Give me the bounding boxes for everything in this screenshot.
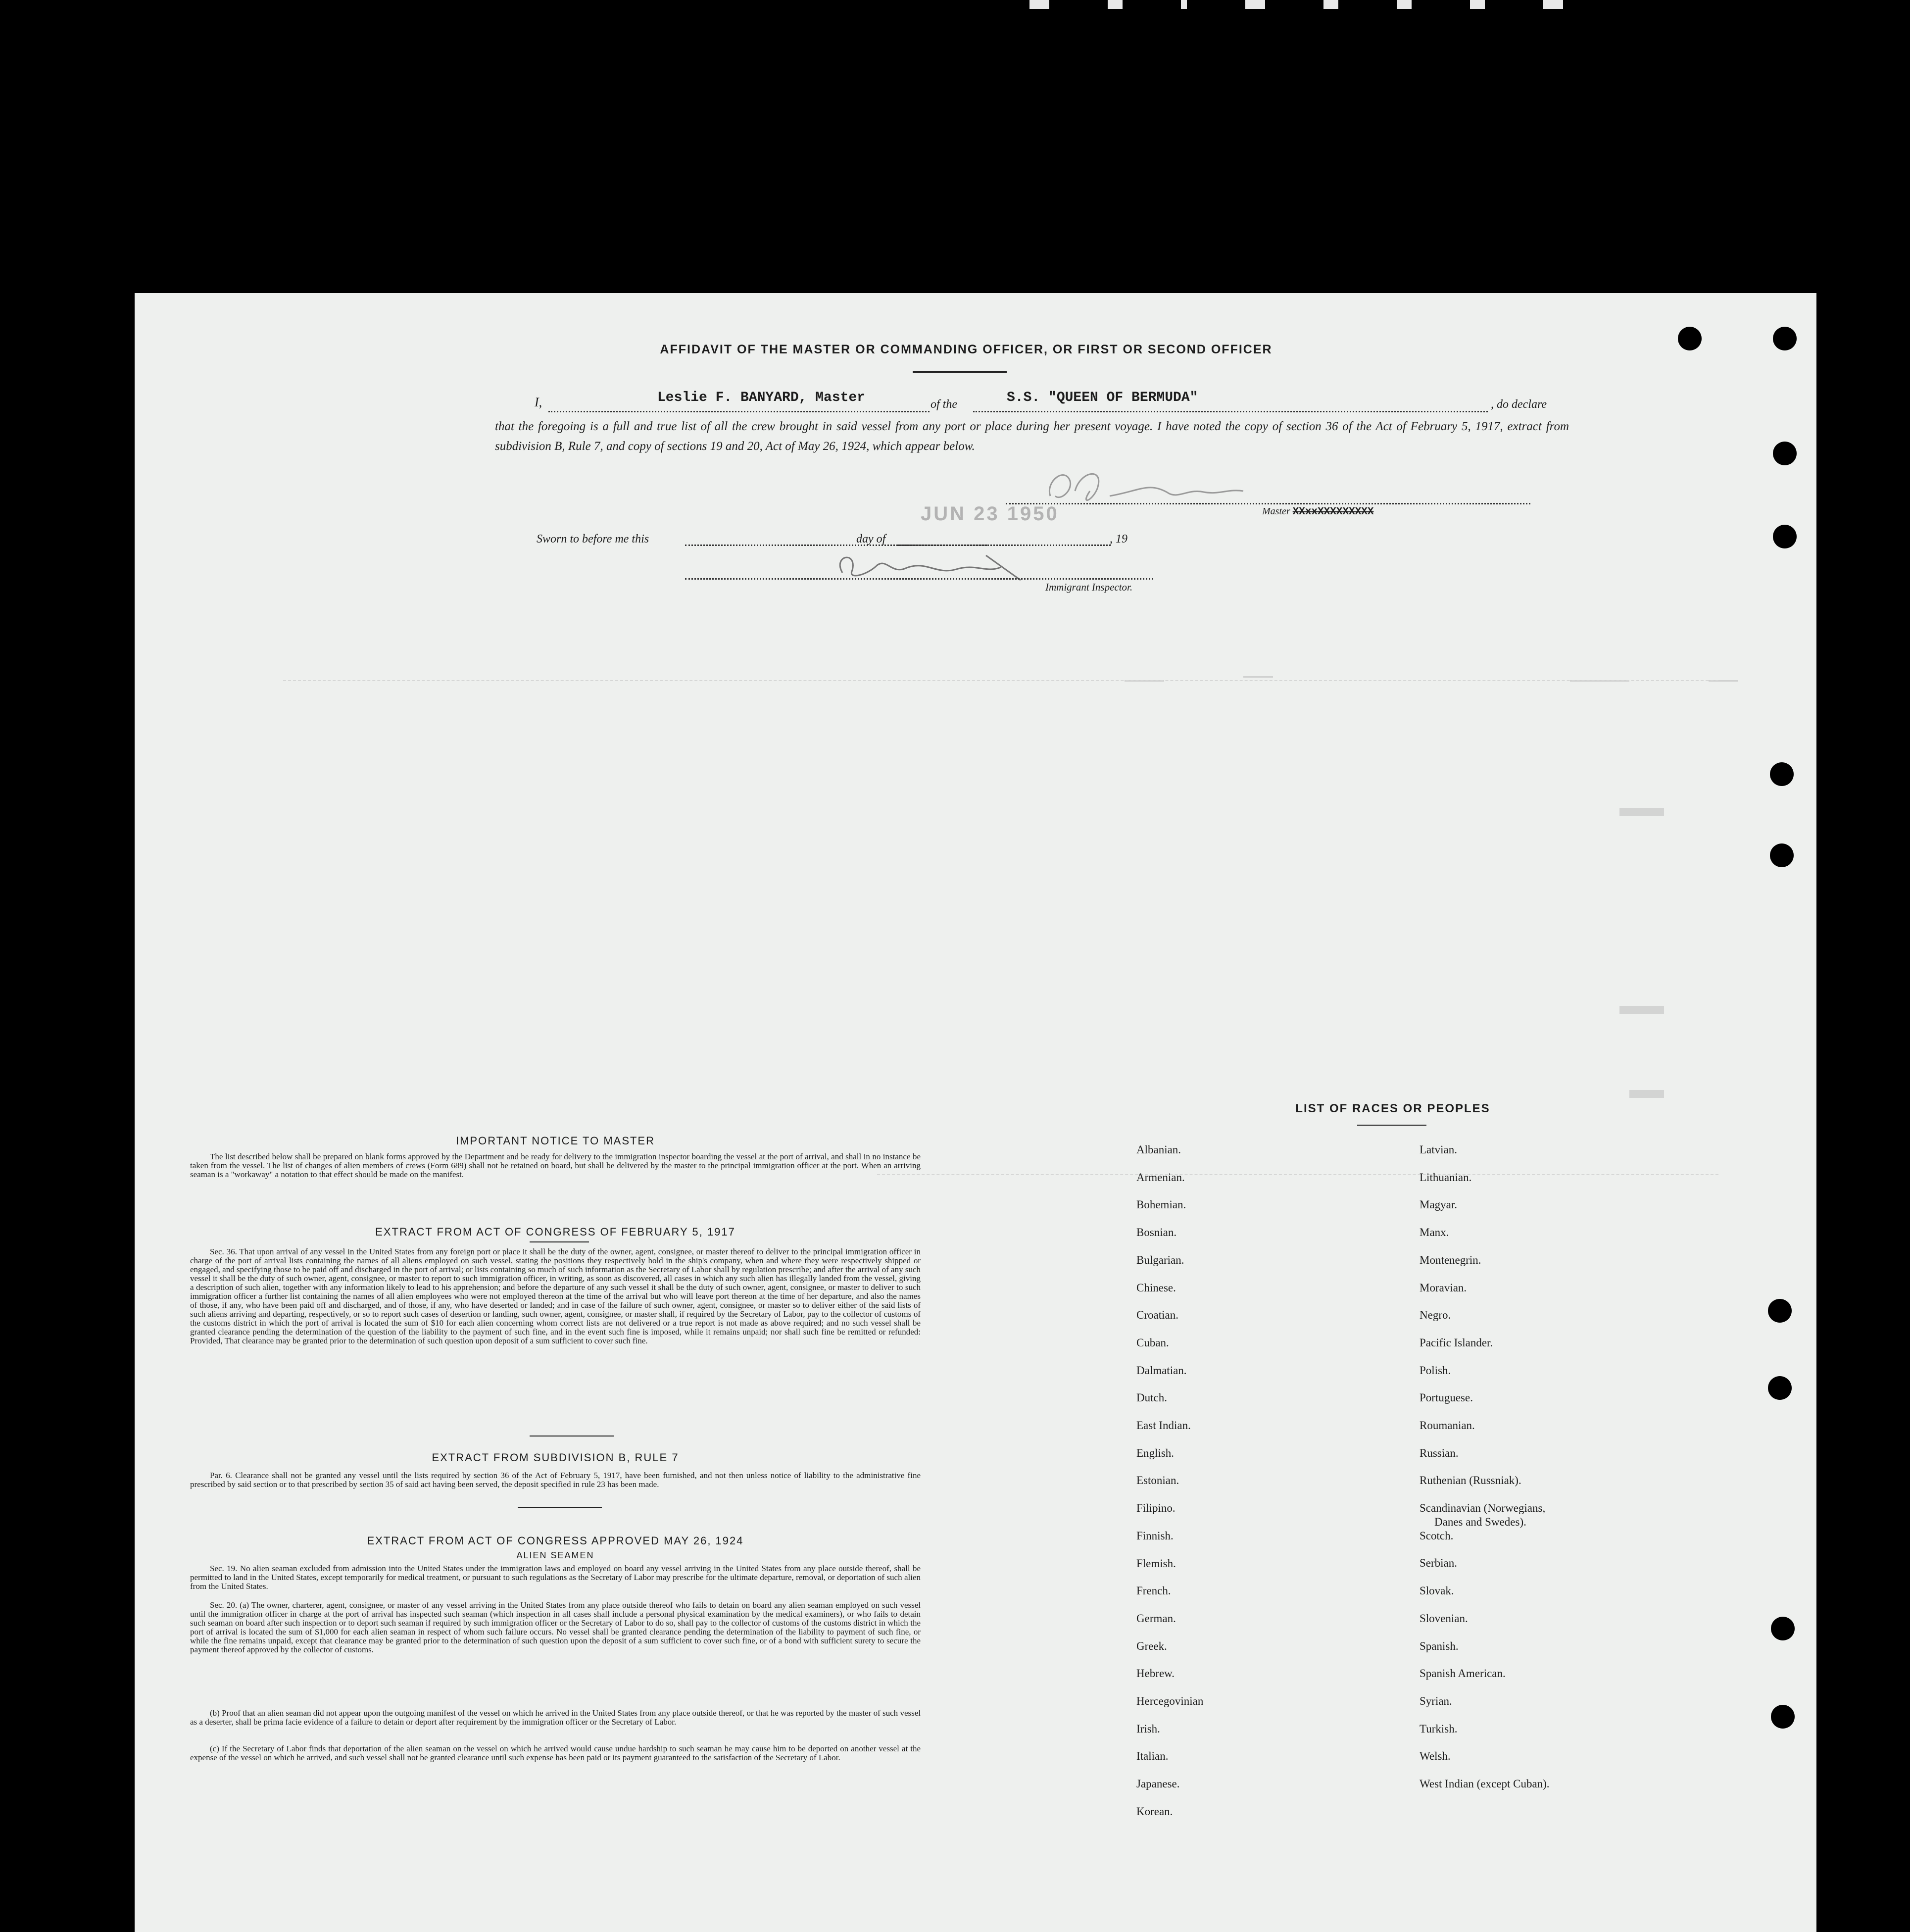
- race-item: Latvian.: [1420, 1143, 1457, 1156]
- punch-hole: [1773, 327, 1797, 350]
- master-label-text: Master: [1262, 506, 1290, 517]
- top-edge-marks: [1029, 0, 1901, 9]
- race-item: Hebrew.: [1136, 1667, 1175, 1680]
- race-item: Welsh.: [1420, 1750, 1451, 1762]
- race-item: Montenegrin.: [1420, 1254, 1481, 1266]
- race-item: Russian.: [1420, 1447, 1459, 1459]
- race-item: Spanish American.: [1420, 1667, 1506, 1680]
- race-item: Bulgarian.: [1136, 1254, 1184, 1266]
- notice-text: The list described below shall be prepared on blank forms approved by the Department and be ready for delivery to the immigration inspector boarding the vessel at the port of arrival, and shall in no instance be taken from the vessel. The list of changes of alien members of crews (Form 689) shall not be retained on board, but shall be delivered by the master to the principal immigration officer at the port. When an arriving seaman is a "workaway" a notation to that effect should be made on the manifest.: [190, 1152, 921, 1179]
- rule7-text: Par. 6. Clearance shall not be granted any vessel until the lists required by section 36 of the Act of February 5, 1917, have been furnished, and not then unless notice of liability to the administrative fine prescribed by said section or to that prescribed by section 35 of said act having been served, the deposit specified in rule 23 has been made.: [190, 1471, 921, 1489]
- punch-hole: [1771, 1705, 1795, 1729]
- race-item: Roumanian.: [1420, 1419, 1475, 1432]
- race-item: Armenian.: [1136, 1171, 1185, 1184]
- race-item: Bohemian.: [1136, 1198, 1186, 1211]
- punch-hole: [1768, 1299, 1792, 1323]
- race-item: West Indian (except Cuban).: [1420, 1778, 1550, 1790]
- race-item: Pacific Islander.: [1420, 1337, 1493, 1349]
- race-item: Estonian.: [1136, 1474, 1179, 1486]
- do-declare-label: , do declare: [1491, 398, 1547, 411]
- of-the-label: of the: [931, 398, 957, 411]
- master-name: Leslie F. BANYARD, Master: [657, 390, 866, 405]
- race-item: Albanian.: [1136, 1143, 1181, 1156]
- race-item: Syrian.: [1420, 1695, 1452, 1707]
- notice-title: IMPORTANT NOTICE TO MASTER: [455, 1135, 655, 1147]
- race-item: Negro.: [1420, 1309, 1451, 1321]
- master-struck-text: XXxxXXXXXXXXX: [1292, 506, 1374, 518]
- race-item: Flemish.: [1136, 1557, 1176, 1570]
- race-item: Manx.: [1420, 1226, 1449, 1238]
- race-item: Slovenian.: [1420, 1612, 1468, 1625]
- race-item: Greek.: [1136, 1640, 1167, 1652]
- year-label: , 19: [1110, 533, 1127, 545]
- race-item: Turkish.: [1420, 1723, 1458, 1735]
- sec20-text: Sec. 20. (a) The owner, charterer, agent, consignee, or master of any vessel arriving in the United States from any place outside thereof who fails to detain on board any alien seaman employed on such vessel until the immigration officer in charge at the port of arrival has inspected such seaman (which inspection in all cases shall include a personal physical examination by the medical examiners), or who fails to detain such seaman on board after such inspection or to deport such seaman if required by such immigration officer or the Secretary of Labor to do so, shall pay to the collector of customs of the customs district in which the port of arrival is located the sum of $1,000 for each alien seaman in respect of whom such failure occurs. No vessel shall be granted clearance pending the determination of the liability to payment of such fine, or while the fine remains unpaid, except that clearance may be granted prior to the determination of such question upon the deposit of a sum sufficient to cover such fine, or of a bond with sufficient surety to secure the payment thereof approved by the collector of customs.: [190, 1600, 921, 1654]
- race-item: Dalmatian.: [1136, 1364, 1187, 1377]
- punch-hole: [1768, 1376, 1792, 1400]
- race-item: Bosnian.: [1136, 1226, 1177, 1238]
- vessel-line: [973, 411, 1488, 412]
- race-item: Chinese.: [1136, 1282, 1176, 1294]
- race-item: Japanese.: [1136, 1778, 1180, 1790]
- race-item: Scotch.: [1420, 1530, 1454, 1542]
- affidavit-page: [135, 293, 1816, 1932]
- extract-1917-title: EXTRACT FROM ACT OF CONGRESS OF FEBRUARY 5, 1917: [375, 1226, 735, 1238]
- race-item: German.: [1136, 1612, 1176, 1625]
- date-stamp: JUN 23 1950: [921, 503, 1059, 525]
- race-item: French.: [1136, 1585, 1171, 1597]
- race-item: Moravian.: [1420, 1282, 1467, 1294]
- races-title: LIST OF RACES OR PEOPLES: [1295, 1102, 1490, 1115]
- sec19-text: Sec. 19. No alien seaman excluded from admission into the United States under the immigration laws and employed on board any vessel arriving in the United States from any place outside thereof, shall be permitted to land in the United States, except temporarily for medical treatment, or pursuant to such regulations as the Secretary of Labor may prescribe for the ultimate departure, removal, or deportation of such alien from the United States.: [190, 1564, 921, 1591]
- punch-hole: [1770, 843, 1794, 867]
- race-item: Hercegovinian: [1136, 1695, 1204, 1707]
- race-item: Serbian.: [1420, 1557, 1458, 1569]
- race-item: Irish.: [1136, 1723, 1160, 1735]
- rule7-title: EXTRACT FROM SUBDIVISION B, RULE 7: [432, 1451, 679, 1464]
- race-item: Polish.: [1420, 1364, 1451, 1377]
- punch-hole: [1770, 762, 1794, 786]
- race-item: Dutch.: [1136, 1391, 1167, 1404]
- extract-1924-subtitle: ALIEN SEAMEN: [516, 1550, 594, 1560]
- punch-hole: [1771, 1617, 1795, 1640]
- inspector-line: [685, 578, 1153, 580]
- race-item: Cuban.: [1136, 1337, 1169, 1349]
- extract-1917-text: Sec. 36. That upon arrival of any vessel in the United States from any foreign port or place it shall be the duty of the owner, agent, consignee, or master thereof to deliver to the principal immigration officer in charge of the port of arrival lists containing the names of all aliens employed on such vessel, stating the positions they respectively hold in the ship's company, when and where they were respectively shipped or engaged, and specifying those to be paid off and discharged in the port of arrival; or lists containing so much of such information as the Secretary of Labor shall by regulation prescribe; and after the arrival of any such vessel it shall be the duty of such owner, agent, consignee, or master to report to such immigration officer, in writing, as soon as discovered, all cases in which any such alien has illegally landed from the vessel, giving a description of such alien, together with any information likely to lead to his apprehension; and before the departure of any such vessel it shall be the duty of such owner, agent, consignee, or master to deliver to such immigration officer a further list containing the names of all alien employees who were not employed thereon at the time of the arrival but who will leave port thereon at the time of her departure, and also the names of those, if any, who have been paid off and discharged, and of those, if any, who have deserted or landed; and in case of the failure of such owner, agent, consignee, or master so to deliver either of the said lists of such aliens arriving and departing, respectively, or so to report such cases of desertion or landing, such owner, agent, consignee, or master shall, if required by the Secretary of Labor, pay to the collector of customs of the customs district in which the port of arrival is located the sum of $10 for each alien concerning whom correct lists are not delivered or a true report is not made as above required; and no such vessel shall be granted clearance pending the determination of the question of the liability to the payment of such fine, and in the event such fine is imposed, while it remains unpaid; nor shall such fine be remitted or refunded: Provided, That clearance may be granted prior to the determination of such question upon deposit of a sum sufficient to cover such fine.: [190, 1247, 921, 1345]
- extract-1924-title: EXTRACT FROM ACT OF CONGRESS APPROVED MAY 26, 1924: [367, 1535, 744, 1547]
- affidavit-title: AFFIDAVIT OF THE MASTER OR COMMANDING OFFICER, OR FIRST OR SECOND OFFICER: [660, 343, 1273, 356]
- race-item: Korean.: [1136, 1805, 1173, 1818]
- sec20c-text: (c) If the Secretary of Labor finds that deportation of the alien seaman on the vessel on which he arrived would cause undue hardship to such seaman he may cause him to be deported on another vessel at the expense of the vessel on which he arrived, and such vessel shall not be granted clearance until such expense has been paid or its payment guaranteed to the satisfaction of the Secretary of Labor.: [190, 1744, 921, 1762]
- day-of-label: day of: [856, 533, 886, 545]
- i-label: I,: [535, 395, 542, 409]
- affidavit-body: that the foregoing is a full and true list of all the crew brought in said vessel from any port or place during her present voyage. I have noted the copy of section 36 of the Act of February 5, 1917, extract from subdivision B, Rule 7, and copy of sections 19 and 20, Act of May 26, 1924, which appear below.: [495, 420, 1569, 453]
- name-line: [548, 411, 930, 412]
- race-item: Italian.: [1136, 1750, 1169, 1762]
- sworn-label: Sworn to before me this: [537, 533, 649, 545]
- punch-hole: [1773, 442, 1797, 465]
- master-label: [1262, 506, 1374, 518]
- race-item: Finnish.: [1136, 1530, 1174, 1542]
- inspector-signature: [813, 545, 1050, 590]
- race-item: Ruthenian (Russniak).: [1420, 1474, 1521, 1486]
- race-item: Spanish.: [1420, 1640, 1459, 1652]
- race-item: East Indian.: [1136, 1419, 1191, 1432]
- punch-hole: [1678, 327, 1702, 350]
- race-item: Lithuanian.: [1420, 1171, 1472, 1184]
- race-item: Scandinavian (Norwegians,: [1420, 1502, 1546, 1514]
- race-item: Croatian.: [1136, 1309, 1178, 1321]
- vessel-name: S.S. "QUEEN OF BERMUDA": [1007, 390, 1198, 405]
- races-rule: [1357, 1125, 1426, 1126]
- race-item: Filipino.: [1136, 1502, 1175, 1514]
- race-item: Slovak.: [1420, 1585, 1454, 1597]
- rule7-rule: [530, 1436, 614, 1437]
- sec20b-text: (b) Proof that an alien seaman did not appear upon the outgoing manifest of the vessel on which he arrived in the United States from any place outside thereof, or that he was reported by the master of such vessel as a deserter, shall be prima facie evidence of a failure to detain or deport after requirement by the immigration officer or the Secretary of Labor.: [190, 1708, 921, 1727]
- race-item: Portuguese.: [1420, 1391, 1473, 1404]
- rule7-end-rule: [518, 1507, 602, 1508]
- master-signature-line: [1006, 503, 1530, 504]
- title-rule: [913, 371, 1007, 373]
- race-item: Danes and Swedes).: [1434, 1516, 1526, 1528]
- punch-hole: [1773, 525, 1797, 548]
- race-item: Magyar.: [1420, 1198, 1458, 1211]
- inspector-label: Immigrant Inspector.: [1045, 581, 1133, 593]
- extract-1917-rule: [530, 1241, 589, 1242]
- race-item: English.: [1136, 1447, 1175, 1459]
